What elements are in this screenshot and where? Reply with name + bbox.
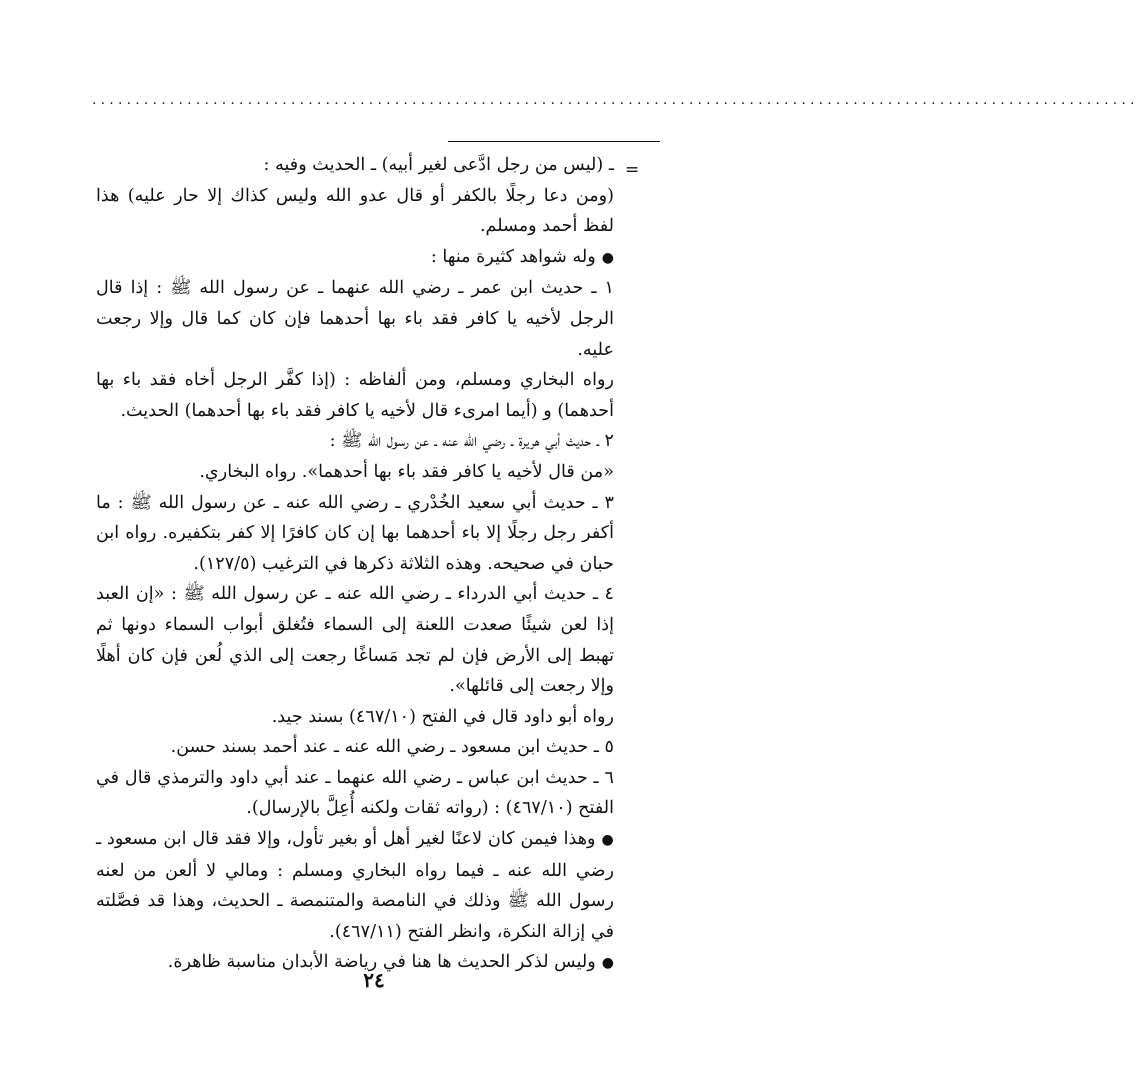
bullet-paragraph: ● وهذا فيمن كان لاعنًا لغير أهل أو بغير تأول، وإلا فقد قال ابن مسعود ـ رضي الله عنه ـ فيما رواه البخاري ومسلم : ومالي لا ألعن من لعنه رسول الله ﷺ وذلك في النامصة والمتنمصة ـ الحديث، وهذا قد فصَّلته في إزالة النكرة، وانظر الفتح (٤٦٧/١١). [96,824,614,947]
paragraph: (ومن دعا رجلًا بالكفر أو قال عدو الله وليس كذاك إلا حار عليه) هذا لفظ أحمد ومسلم. [96,185,614,237]
paragraph: ٤ ـ حديث أبي الدرداء ـ رضي الله عنه ـ عن رسول الله ﷺ : «إن العبد إذا لعن شيئًا صعدت اللعنة إلى السماء فتُغلق أبواب السماء دونها ثم تهبط إلى الأرض فإن لم تجد مَساغًا رجعت إلى الذي لُعن فإن كان أهلًا وإلا رجعت إلى قائلها». [96,584,614,697]
paragraph: ١ ـ حديث ابن عمر ـ رضي الله عنهما ـ عن رسول الله ﷺ : إذا قال الرجل لأخيه يا كافر فقد باء بها أحدهما فإن كان كما قال وإلا رجعت عليه. [96,278,614,360]
paragraph: رواه البخاري ومسلم، ومن ألفاظه : (إذا كفَّر الرجل أخاه فقد باء بها أحدهما) و (أيما امرىء قال لأخيه يا كافر فقد باء بها أحدهما) الحديث. [96,370,614,421]
paragraph: ٦ ـ حديث ابن عباس ـ رضي الله عنهما ـ عند أبي داود والترمذي قال في الفتح (٤٦٧/١٠) : (رواته ثقات ولكنه أُعِلَّ بالإرسال). [96,767,614,819]
page-number: ٢٤ [363,968,385,992]
continuation-marker: = [625,160,640,180]
paragraph: «من قال لأخيه يا كافر فقد باء بها أحدهما». رواه البخاري. [199,461,614,482]
paragraph: ٥ ـ حديث ابن مسعود ـ رضي الله عنه ـ عند أحمد بسند حسن. [170,737,614,758]
header-dotted-line: ......................................................................................................................... [92,92,1139,108]
footnote-divider [448,141,660,142]
paragraph: رواه أبو داود قال في الفتح (٤٦٧/١٠) بسند جيد. [271,706,614,727]
footnote-text [96,150,614,979]
bullet-paragraph: ● وله شواهد كثيرة منها : [96,242,614,274]
paragraph: ـ (ليس من رجل ادَّعى لغير أبيه) ـ الحديث وفيه : [263,155,614,175]
bullet-paragraph: ● وليس لذكر الحديث ها هنا في رياضة الأبدان مناسبة ظاهرة. [96,947,614,979]
paragraph: ٢ ـ حديث أبي هريرة ـ رضي الله عنه ـ عن رسول الله ﷺ : [329,431,614,452]
paragraph: ٣ ـ حديث أبي سعيد الخُدْري ـ رضي الله عنه ـ عن رسول الله ﷺ : ما أكفر رجل رجلًا إلا باء أحدهما بها إن كان كافرًا إلا كفر بتكفيره. رواه ابن حبان في صحيحه. وهذه الثلاثة ذكرها في الترغيب (١٢٧/٥). [96,492,614,574]
